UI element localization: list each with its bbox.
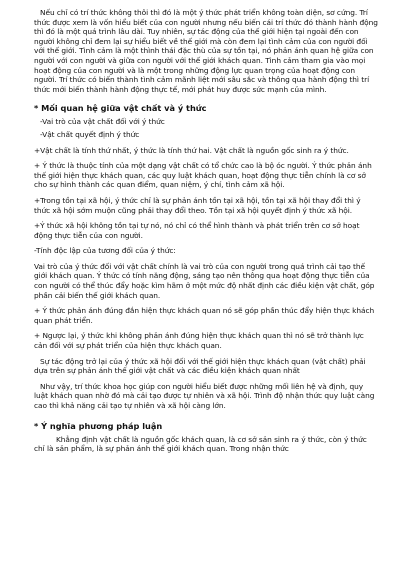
paragraph-consciousness-attribute: + Ý thức là thuộc tính của một dạng vật chất có tổ chức cao là bộ óc người. Ý thức phản ánh thế giới hiện thực khách quan, các quy luật khách quan, hoạt động thực tiễn chính là cơ sở cho sự hình thành các quan điểm, quan niệm, ý chí, tình cảm xã hội.	[34, 161, 375, 190]
paragraph-incorrect-reflection: + Ngược lại, ý thức khi không phản ánh đúng hiện thực khách quan thì nó sẽ trở thành lực cản đối với sự phát triển của hiện thực khách quan.	[34, 331, 367, 351]
paragraph-independence-heading: -Tính độc lập của tương đối của ý thức:	[34, 246, 176, 256]
section-heading-methodology: * Ý nghĩa phương pháp luận	[34, 420, 163, 431]
paragraph-conclusion: Như vậy, trí thức khoa học giúp con người hiểu biết được những mối liên hệ và định, quy luật khách quan nhờ đó mà cải tạo được tự nhiên và xã hội. Trình độ nhận thức quy luật càng cao thì khả năng cải tạo tự nhiên và xã hội càng lớn.	[34, 381, 377, 410]
paragraph-intro: Nếu chỉ có trí thức không thôi thì đó là một ý thức phát triển không toàn diện, sơ cứng. Trí thức được xem là vốn hiểu biết của con người nhưng nếu biến cái trí thức đó thành hành động thì đó là một quá trình lâu dài. Tuy nhiên, sự tác động của thế giới hiện tại ngoài đến con người không chỉ đem lại sự hiểu biết về thế giới mà còn đem lại tình cảm của con người đối với thế giới. Tình cảm là một thình thái đặc thù của sự tồn tại, nó phản ánh quan hệ giữa con người với con người và giữa con người với thế giới khách quan. Tình cảm tham gia vào mọi hoạt động của con người và là một trong những động lực quan trọng của hoạt động con người. Trí thức có biến thành tình cảm mãnh liệt mới sâu sắc và thông qua hành động thì trí thức mới biến thành hành động thực tế, mới phát huy được sức mạnh của mình.	[34, 8, 381, 94]
document-page	[34, 8, 381, 460]
paragraph-role-of-matter: -Vai trò của vật chất đối với ý thức	[40, 117, 165, 127]
paragraph-correct-reflection: + Ý thức phản ánh đúng đắn hiện thực khách quan nó sẽ góp phần thúc đẩy hiện thực khách quan phát triển.	[34, 306, 377, 325]
paragraph-feedback: Sự tác động trở lại của ý thức xã hội đối với thế giới hiện thực khách quan (vật chất) phải dựa trên sự phản ánh thế giới vật chất và các điều kiện khách quan nhất	[34, 356, 368, 376]
paragraph-social-existence: +Trong tồn tại xã hội, ý thức chỉ là sự phản ánh tồn tại xã hội, tồn tại xã hội thay đổi thì ý thức xã hội sớm muộn cũng phải thay đổi theo. Tồn tại xã hội quyết định ý thức xã hội.	[34, 195, 363, 215]
paragraph-matter-first: +Vật chất là tính thứ nhất, ý thức là tính thứ hai. Vật chất là nguồn gốc sinh ra ý thức.	[34, 145, 349, 155]
paragraph-social-consciousness: +Ý thức xã hội không tồn tại tự nó, nó chỉ có thể hình thành và phát triển trên cơ sở hoạt động thực tiễn của con người.	[34, 221, 362, 240]
section-heading-relationship: * Mối quan hệ giữa vật chất và ý thức	[34, 103, 207, 114]
paragraph-matter-decides: -Vật chất quyết định ý thức	[40, 129, 140, 139]
paragraph-role-of-consciousness: Vai trò của ý thức đối với vật chất chính là vai trò của con người trong quá trình cải tạo thế giới khách quan. Ý thức có tính năng động, sáng tạo nên thông qua hoạt động thực tiễn của con người có thể thúc đẩy hoặc kìm hãm ở một mức độ nhất định các điều kiện vật chất, góp phần cải biến thế giới khách quan.	[34, 261, 377, 300]
paragraph-methodology: Khẳng định vật chất là nguồn gốc khách quan, là cơ sở sản sinh ra ý thức, còn ý thức chỉ là sản phẩm, là sự phản ánh thế giới khách quan. Trong nhận thức	[34, 434, 370, 454]
